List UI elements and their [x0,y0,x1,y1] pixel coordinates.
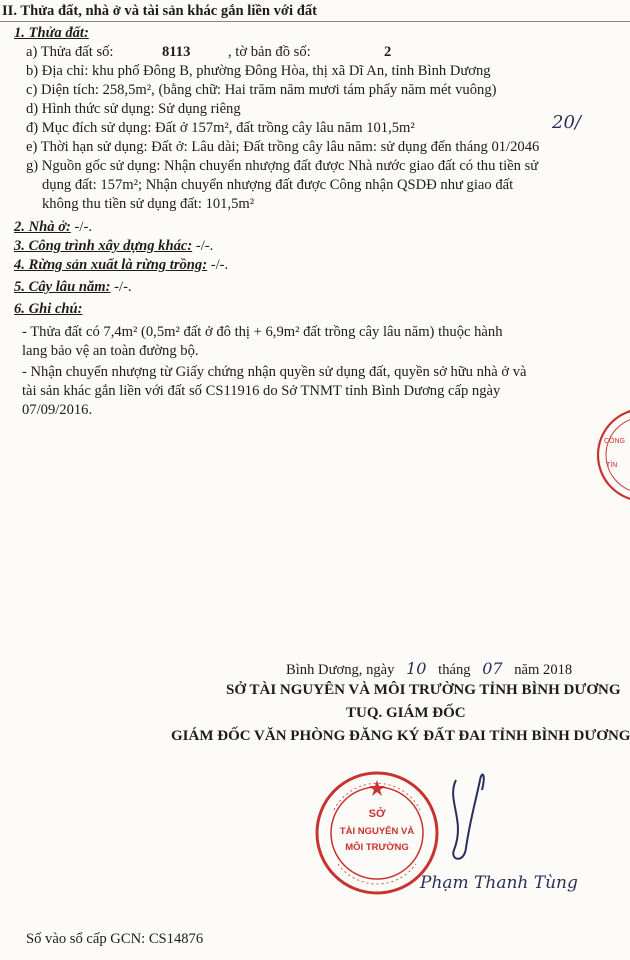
notes-heading: 6. Ghi chú: [14,301,83,317]
note-2-line-3: 07/09/2016. [22,402,93,418]
parcel-number-value: 8113 [162,44,191,60]
map-sheet-label: , tờ bản đồ số: [228,44,311,60]
usage-form-line: d) Hình thức sử dụng: Sử dụng riêng [26,101,241,117]
origin-line-2: dụng đất: 157m²; Nhận chuyển nhượng đất được Công nhận QSDĐ như giao đất [42,177,514,193]
note-2-line-2: tài sản khác gắn liền với đất số CS11916 do Sở TNMT tỉnh Bình Dương cấp ngày [22,383,501,399]
house-section [14,218,92,236]
forest-value: -/-. [210,257,229,273]
map-sheet-value: 2 [384,44,392,60]
registry-number: Số vào sổ cấp GCN: CS14876 [26,931,204,947]
origin-line-1: g) Nguồn gốc sử dụng: Nhận chuyển nhượng đất được Nhà nước giao đất có thu tiền sử [26,158,539,174]
tuq-line: TUQ. GIÁM ĐỐC [346,705,466,721]
signer-title: GIÁM ĐỐC VĂN PHÒNG ĐĂNG KÝ ĐẤT ĐAI TỈNH BÌNH DƯƠNG [171,728,630,744]
note-1-line-2: lang bảo vệ an toàn đường bộ. [22,343,199,359]
seal-line-3: MÔI TRƯỜNG [345,842,409,853]
house-value: -/-. [74,219,92,235]
perennial-value: -/-. [114,279,132,295]
land-heading: 1. Thửa đất: [14,25,89,41]
note-1-line-1: - Thửa đất có 7,4m² (0,5m² đất ở đô thị + 6,9m² đất trồng cây lâu năm) thuộc hành [22,324,503,340]
origin-line-3: không thu tiền sử dụng đất: 101,5m² [42,196,255,212]
forest-heading: 4. Rừng sản xuất là rừng trồng: [14,257,208,273]
seal-line-2: TÀI NGUYÊN VÀ [339,826,415,837]
perennial-heading: 5. Cây lâu năm: [14,279,111,295]
section-title-rule [0,21,630,22]
house-heading: 2. Nhà ở: [14,219,71,235]
edge-stamp-seal [592,405,630,505]
construction-value: -/-. [195,238,214,254]
construction-heading: 3. Công trình xây dựng khác: [14,238,193,254]
date-year: năm 2018 [514,662,573,678]
parcel-number-label: a) Thửa đất số: [26,44,114,60]
signature-scribble [436,760,496,870]
handwritten-note: 20/ [552,112,581,133]
address-line: b) Địa chỉ: khu phố Đông B, phường Đông Hòa, thị xã Dĩ An, tỉnh Bình Dương [26,63,491,79]
area-line: c) Diện tích: 258,5m², (bằng chữ: Hai trăm năm mươi tám phẩy năm mét vuông) [26,82,497,98]
svg-text:CÔNG: CÔNG [604,438,625,445]
place-date [286,660,572,679]
signer-name: Phạm Thanh Tùng [420,873,578,893]
section-title: II. Thửa đất, nhà ở và tài sản khác gắn liền với đất [2,3,317,19]
org-name: SỞ TÀI NGUYÊN VÀ MÔI TRƯỜNG TỈNH BÌNH DƯƠNG [226,682,621,698]
usage-purpose-line: đ) Mục đích sử dụng: Đất ở 157m², đất trồng cây lâu năm 101,5m² [26,120,415,136]
seal-line-1: SỞ [368,808,386,820]
construction-section [14,237,213,255]
date-month: 07 [482,659,503,678]
date-month-label: tháng [438,662,471,678]
svg-text:TỈN: TỈN [606,462,618,469]
place-date-prefix: Bình Dương, ngày [286,662,395,678]
note-2-line-1: - Nhận chuyển nhượng từ Giấy chứng nhận quyền sử dụng đất, quyền sở hữu nhà ở và [22,364,527,380]
forest-section [14,256,228,274]
perennial-section [14,278,132,296]
usage-term-line: e) Thời hạn sử dụng: Đất ở: Lâu dài; Đất trồng cây lâu năm: sử dụng đến tháng 01/2046 [26,139,540,155]
date-day: 10 [406,659,427,678]
